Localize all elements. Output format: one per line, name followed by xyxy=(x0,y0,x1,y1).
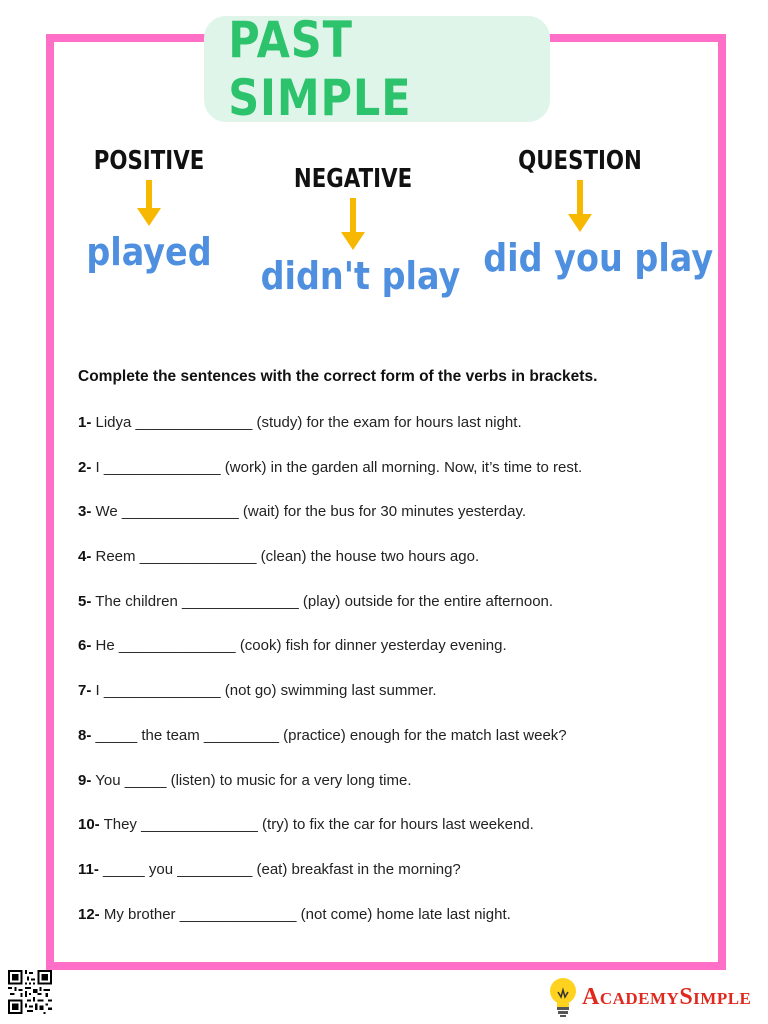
exercise-list xyxy=(78,410,698,946)
question-heading: QUESTION xyxy=(518,146,642,176)
negative-column xyxy=(248,164,461,298)
question-column xyxy=(470,146,714,280)
list-item: 9- You _____ (listen) to music for a very long time. xyxy=(78,771,412,789)
academy-simple-logo[interactable] xyxy=(548,974,762,1020)
logo-text: AcademySimple xyxy=(582,983,752,1010)
list-item: 4- Reem ______________ (clean) the house two hours ago. xyxy=(78,548,480,566)
list-item: 7- I ______________ (not go) swimming last summer. xyxy=(78,682,437,700)
lightbulb-icon xyxy=(548,976,578,1018)
down-arrow-icon xyxy=(340,198,366,252)
positive-heading: POSITIVE xyxy=(93,146,205,176)
list-item: 10- They ______________ (try) to fix the car for hours last weekend. xyxy=(78,816,534,834)
list-item: 11- _____ you _________ (eat) breakfast in the morning? xyxy=(78,860,461,878)
list-item: 1- Lidya ______________ (study) for the exam for hours last night. xyxy=(78,414,522,431)
title-banner xyxy=(204,11,550,127)
negative-heading: NEGATIVE xyxy=(293,164,413,194)
qr-code-icon[interactable] xyxy=(8,970,52,1014)
positive-column xyxy=(74,146,224,274)
list-item: 8- _____ the team _________ (practice) enough for the match last week? xyxy=(78,726,567,744)
list-item: 2- I ______________ (work) in the garden all morning. Now, it’s time to rest. xyxy=(78,458,583,476)
exercise-instruction: Complete the sentences with the correct form of the verbs in brackets. xyxy=(78,368,598,385)
list-item: 12- My brother ______________ (not come) home late last night. xyxy=(78,905,511,923)
question-example: did you play xyxy=(483,236,714,280)
down-arrow-icon xyxy=(567,180,593,234)
list-item: 3- We ______________ (wait) for the bus for 30 minutes yesterday. xyxy=(78,503,527,521)
page-title: PAST SIMPLE xyxy=(228,11,412,127)
negative-example: didn't play xyxy=(260,254,461,298)
down-arrow-icon xyxy=(136,180,162,228)
positive-example: played xyxy=(86,230,212,274)
list-item: 6- He ______________ (cook) fish for dinner yesterday evening. xyxy=(78,637,507,655)
list-item: 5- The children ______________ (play) outside for the entire afternoon. xyxy=(78,592,554,610)
